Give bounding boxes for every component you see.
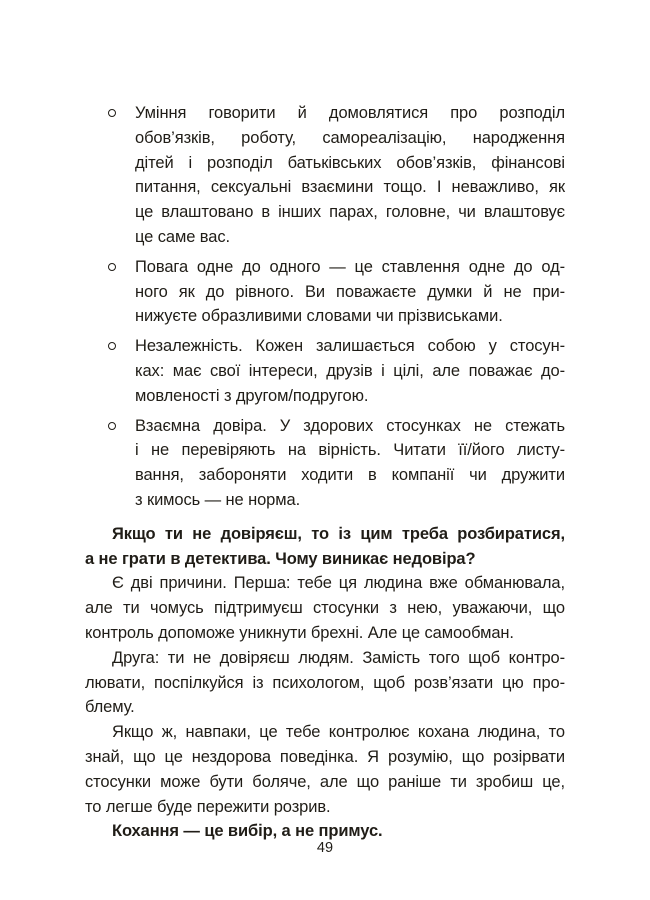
- text-line: а не грати в детектива. Чому виникає недовіра?: [85, 549, 476, 568]
- text-line: Взаємна довіра. У здорових стосунках не стежать: [135, 416, 565, 435]
- text-line: Кохання — це вибір, а не примус.: [112, 822, 383, 841]
- text-line: Незалежність. Кожен залишається собою у стосун-: [135, 337, 565, 356]
- text-line: контроль допоможе уникнути брехні. Але це самообман.: [85, 623, 514, 642]
- text-line: Якщо ж, навпаки, це тебе контролює кохана людина, то: [112, 723, 565, 742]
- text-line: ках: має свої інтереси, друзів і цілі, але поважає до-: [135, 361, 565, 380]
- text-line: ного як до рівного. Ви поважаєте думки й не при-: [135, 282, 565, 301]
- text-line: Є дві причини. Перша: тебе ця людина вже обманювала,: [112, 574, 565, 593]
- list-item-respect: [85, 255, 565, 329]
- bullet-text: [135, 334, 565, 408]
- text-line: Повага одне до одного — це ставлення одне до од-: [135, 257, 565, 276]
- list-item-communication: [85, 101, 565, 250]
- bullet-circle-icon: [108, 109, 116, 117]
- paragraph-being-controlled: [85, 720, 565, 819]
- bullet-circle-icon: [108, 422, 116, 430]
- text-line: це саме вас.: [135, 227, 230, 246]
- paragraph-first-reason: [85, 571, 565, 645]
- text-line: то легше буде пережити розрив.: [85, 797, 331, 816]
- list-item-mutual-trust: [85, 414, 565, 513]
- bullet-text: [135, 101, 565, 250]
- text-line: нижуєте образливими словами чи прізвиськами.: [135, 307, 503, 326]
- text-line: Якщо ти не довіряєш, то із цим треба розбиратися,: [112, 524, 565, 543]
- text-line: з кимось — не норма.: [135, 490, 301, 509]
- text-line: лювати, поспілкуйся із психологом, щоб розв’язати цю про-: [85, 673, 565, 692]
- text-line: вання, забороняти ходити в компанії чи дружити: [135, 466, 565, 485]
- text-line: обов’язків, роботу, самореалізацію, народження: [135, 128, 565, 147]
- text-line: дітей і розподіл батьківських обов’язків, фінансові: [135, 153, 565, 172]
- text-line: блему.: [85, 698, 135, 717]
- text-line: мовленості з другом/подругою.: [135, 386, 369, 405]
- bullet-circle-icon: [108, 263, 116, 271]
- text-line: це влаштовано в інших парах, головне, чи влаштовує: [135, 203, 565, 222]
- bullet-text: [135, 255, 565, 329]
- page-number: 49: [316, 840, 334, 856]
- text-line: стосунки може бути боляче, але що раніше ти зробиш це,: [85, 772, 565, 791]
- text-line: питання, сексуальні взаємини тощо. І неважливо, як: [135, 178, 565, 197]
- bullet-circle-icon: [108, 342, 116, 350]
- paragraph-distrust-lead: [85, 522, 565, 572]
- list-item-independence: [85, 334, 565, 408]
- bullet-list: [85, 101, 565, 513]
- paragraph-second-reason: [85, 646, 565, 720]
- bullet-text: [135, 414, 565, 513]
- text-line: але ти чомусь підтримуєш стосунки з нею, уважаючи, що: [85, 599, 565, 618]
- text-line: і не перевіряють на вірність. Читати її/його листу-: [135, 441, 565, 460]
- text-line: знай, що це нездорова поведінка. Я розумію, що розірвати: [85, 747, 565, 766]
- page-content: [85, 101, 565, 844]
- text-line: Друга: ти не довіряєш людям. Замість того щоб контро-: [112, 648, 565, 667]
- text-line: Уміння говорити й домовлятися про розподіл: [135, 104, 565, 122]
